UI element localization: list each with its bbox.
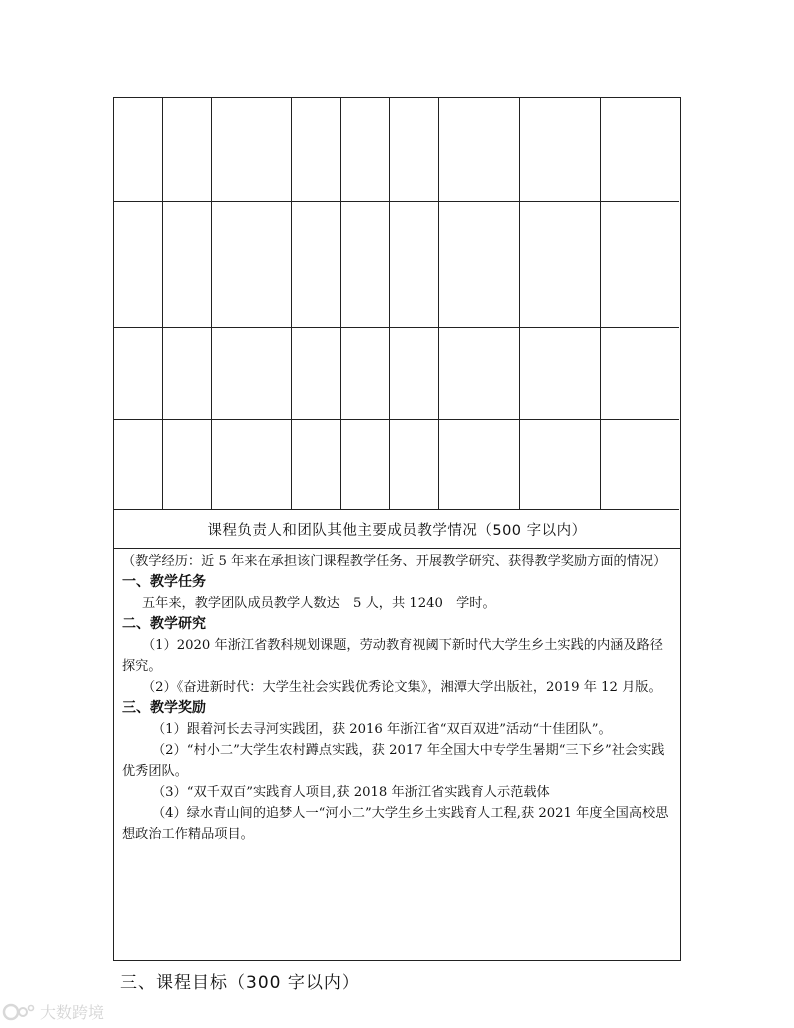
- table-cell: [292, 328, 341, 420]
- course-goal-heading: 三、课程目标（300 字以内）: [120, 973, 360, 993]
- part-paragraph: 五年来，教学团队成员教学人数达 5 人，共 1240 学时。: [142, 596, 496, 611]
- table-cell: [601, 202, 679, 328]
- table-cell: [114, 202, 163, 328]
- table-cell: [520, 328, 601, 420]
- section-title: 课程负责人和团队其他主要成员教学情况（500 字以内）: [114, 510, 680, 549]
- part-paragraph: （3）“双千双百”实践育人项目,获 2018 年浙江省实践育人示范载体: [152, 785, 550, 800]
- table-cell: [601, 328, 679, 420]
- table-cell: [292, 98, 341, 202]
- table-cell: [520, 98, 601, 202]
- table-cell: [163, 328, 212, 420]
- watermark-text: 大数跨境: [40, 1003, 105, 1022]
- part-paragraph: （2）“村小二”大学生农村蹲点实践，获 2017 年全国大中专学生暑期“三下乡”社会实践优秀团队。: [122, 743, 665, 779]
- part-paragraph: （4）绿水青山间的追梦人一“河小二”大学生乡土实践育人工程,获 2021 年度全国高校思想政治工作精品项目。: [122, 806, 669, 842]
- table-cell: [114, 420, 163, 510]
- watermark: [2, 1000, 104, 1023]
- table-cell: [114, 98, 163, 202]
- table-cell: [390, 328, 439, 420]
- teaching-content: [122, 551, 674, 845]
- table-cell: [292, 420, 341, 510]
- table-cell: [439, 420, 520, 510]
- blank-table-grid: [114, 98, 680, 510]
- table-cell: [341, 202, 390, 328]
- part-paragraph: （1）跟着河长去寻河实践团，获 2016 年浙江省“双百双进”活动“十佳团队”。: [152, 722, 612, 737]
- logo-icon: [2, 1001, 36, 1023]
- table-cell: [390, 420, 439, 510]
- table-cell: [520, 420, 601, 510]
- table-cell: [212, 328, 292, 420]
- table-cell: [341, 98, 390, 202]
- table-cell: [212, 98, 292, 202]
- table-cell: [163, 202, 212, 328]
- table-cell: [439, 328, 520, 420]
- table-cell: [390, 202, 439, 328]
- part-heading-research: 二、教学研究: [122, 616, 206, 632]
- part-paragraph: （2）《奋进新时代：大学生社会实践优秀论文集》，湘潭大学出版社，2019 年 12 月版。: [142, 680, 662, 695]
- part-heading-awards: 三、教学奖励: [122, 700, 206, 716]
- form-frame: [113, 97, 681, 961]
- table-cell: [163, 98, 212, 202]
- table-cell: [601, 98, 679, 202]
- table-cell: [292, 202, 341, 328]
- section-note: （教学经历：近 5 年来在承担该门课程教学任务、开展教学研究、获得教学奖励方面的情况）: [122, 554, 667, 569]
- table-cell: [163, 420, 212, 510]
- table-cell: [212, 202, 292, 328]
- part-paragraph: （1）2020 年浙江省教科规划课题，劳动教育视阈下新时代大学生乡土实践的内涵及路径探究。: [122, 638, 663, 674]
- table-cell: [439, 202, 520, 328]
- table-cell: [439, 98, 520, 202]
- table-cell: [114, 328, 163, 420]
- table-cell: [390, 98, 439, 202]
- table-cell: [601, 420, 679, 510]
- table-cell: [212, 420, 292, 510]
- table-cell: [341, 420, 390, 510]
- part-heading-tasks: 一、教学任务: [122, 574, 206, 590]
- table-cell: [520, 202, 601, 328]
- table-cell: [341, 328, 390, 420]
